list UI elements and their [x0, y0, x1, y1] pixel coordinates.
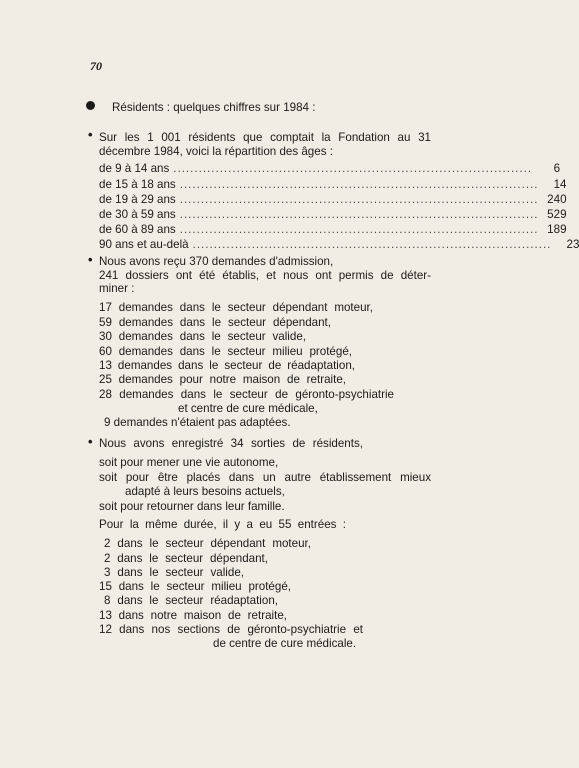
age-row [99, 193, 567, 207]
age-count: 14 [553, 178, 567, 191]
paragraph-line: soit pour être placés dans un autre établissement mieux [99, 471, 431, 484]
age-row [99, 208, 567, 222]
age-count: 189 [547, 223, 567, 236]
age-count: 23 [566, 238, 579, 251]
intro-line: décembre 1984, voici la répartition des âges : [99, 145, 333, 158]
dot-leader: ..................................................................................... [179, 193, 539, 206]
list-item: 9 demandes n'étaient pas adaptées. [104, 416, 291, 429]
age-label: 90 ans et au-delà [99, 238, 189, 251]
list-item: 30 demandes dans le secteur valide, [99, 330, 306, 343]
age-label: de 9 à 14 ans [99, 162, 170, 175]
age-count: 6 [553, 162, 561, 175]
bullet-icon [86, 101, 95, 110]
section-heading: Résidents : quelques chiffres sur 1984 : [112, 101, 316, 114]
paragraph-line: Nous avons reçu 370 demandes d'admission, [99, 255, 334, 268]
age-count: 240 [547, 193, 567, 206]
age-row [99, 162, 561, 176]
age-row [99, 238, 579, 252]
list-item: 8 dans le secteur réadaptation, [104, 594, 278, 607]
list-item: 28 demandes dans le secteur de géronto-psychiatrie [99, 388, 394, 401]
paragraph-line: soit pour retourner dans leur famille. [99, 500, 285, 513]
dot-leader: ..................................................................................... [192, 238, 552, 251]
paragraph-line: miner : [99, 282, 135, 295]
paragraph-line: Nous avons enregistré 34 sorties de résidents, [99, 437, 363, 450]
age-row [99, 178, 567, 192]
age-label: de 30 à 59 ans [99, 208, 176, 221]
list-item: de centre de cure médicale. [213, 637, 357, 650]
paragraph-line: adapté à leurs besoins actuels, [125, 485, 285, 498]
bullet-icon: • [88, 252, 93, 267]
list-item: 25 demandes pour notre maison de retraite, [99, 373, 346, 386]
page-number: 70 [90, 59, 102, 73]
bullet-icon: • [88, 434, 93, 449]
age-row [99, 223, 567, 237]
list-item: et centre de cure médicale, [178, 402, 318, 415]
list-item: 13 demandes dans le secteur de réadaptation, [99, 359, 355, 372]
age-label: de 15 à 18 ans [99, 178, 176, 191]
dot-leader: ..................................................................................... [179, 223, 539, 236]
dot-leader: ..................................................................................... [179, 178, 539, 191]
age-count: 529 [547, 208, 567, 221]
age-label: de 19 à 29 ans [99, 193, 176, 206]
list-item: 60 demandes dans le secteur milieu protégé, [99, 345, 352, 358]
paragraph-line: soit pour mener une vie autonome, [99, 456, 279, 469]
bullet-icon: • [88, 127, 93, 142]
paragraph-line: 241 dossiers ont été établis, et nous ont permis de déter- [99, 269, 431, 282]
age-label: de 60 à 89 ans [99, 223, 176, 236]
list-item: 15 dans le secteur milieu protégé, [99, 580, 291, 593]
dot-leader: ..................................................................................... [173, 162, 533, 175]
list-item: 59 demandes dans le secteur dépendant, [99, 316, 331, 329]
list-item: 13 dans notre maison de retraite, [99, 609, 287, 622]
dot-leader: ..................................................................................... [179, 208, 539, 221]
intro-line: Sur les 1 001 résidents que comptait la Fondation au 31 [99, 131, 431, 144]
list-item: 17 demandes dans le secteur dépendant moteur, [99, 301, 373, 314]
list-item: 2 dans le secteur dépendant, [104, 552, 268, 565]
list-item: 3 dans le secteur valide, [104, 566, 244, 579]
list-item: 12 dans nos sections de géronto-psychiatrie et [99, 623, 363, 636]
list-item: 2 dans le secteur dépendant moteur, [104, 537, 311, 550]
entries-intro: Pour la même durée, il y a eu 55 entrées : [99, 518, 346, 531]
